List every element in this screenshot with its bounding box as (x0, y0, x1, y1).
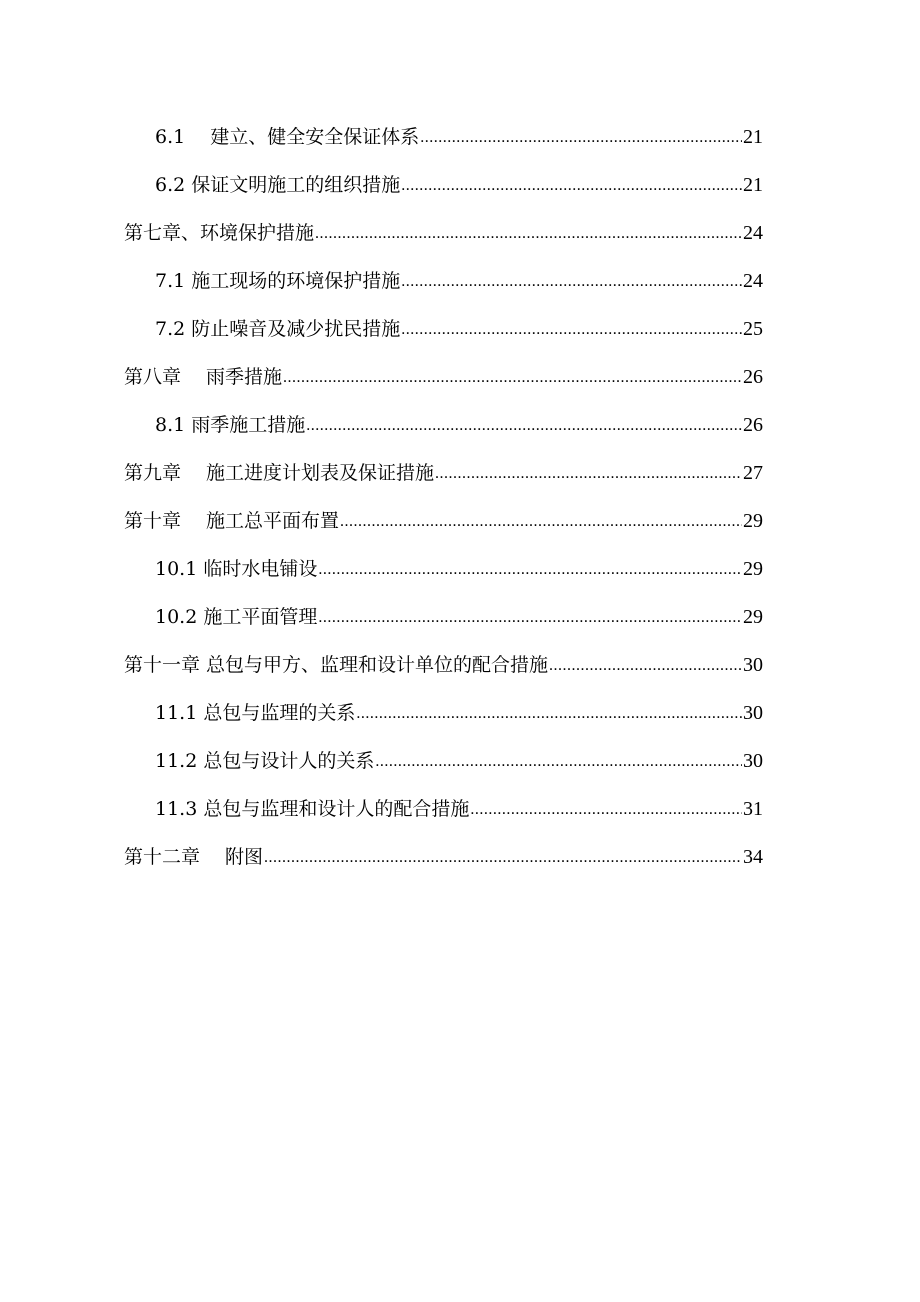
toc-entry-11-1[interactable] (155, 694, 763, 724)
toc-entry-page: 24 (743, 222, 763, 244)
toc-entry-11-2[interactable] (155, 742, 763, 772)
toc-entry-page: 30 (743, 654, 763, 676)
toc-entry-page: 26 (743, 366, 763, 388)
toc-leader-dots (401, 176, 742, 196)
toc-entry-page: 26 (743, 414, 763, 436)
toc-entry-page: 21 (743, 174, 763, 196)
toc-entry-page: 29 (743, 558, 763, 580)
toc-leader-dots (340, 512, 742, 532)
toc-leader-dots (420, 128, 742, 148)
toc-entry-title: 10.1 临时水电铺设 (155, 558, 318, 580)
toc-entry-7-2[interactable] (155, 310, 763, 340)
toc-entry-chapter-9[interactable] (124, 454, 763, 484)
toc-leader-dots (264, 848, 742, 868)
toc-entry-title: 第九章 施工进度计划表及保证措施 (124, 462, 435, 484)
toc-entry-title: 第八章 雨季措施 (124, 366, 283, 388)
toc-entry-chapter-7[interactable] (124, 214, 763, 244)
toc-leader-dots (315, 224, 742, 244)
toc-leader-dots (306, 416, 742, 436)
toc-leader-dots (401, 320, 742, 340)
toc-entry-page: 31 (743, 798, 763, 820)
toc-entry-chapter-11[interactable] (124, 646, 763, 676)
toc-leader-dots (401, 272, 742, 292)
toc-entry-page: 34 (743, 846, 763, 868)
toc-entry-page: 27 (743, 462, 763, 484)
toc-entry-chapter-8[interactable] (124, 358, 763, 388)
toc-leader-dots (318, 560, 742, 580)
toc-entry-page: 25 (743, 318, 763, 340)
toc-entry-title: 6.2 保证文明施工的组织措施 (155, 174, 401, 196)
toc-leader-dots (318, 608, 742, 628)
toc-entry-title: 第十一章 总包与甲方、监理和设计单位的配合措施 (124, 654, 549, 676)
toc-entry-page: 24 (743, 270, 763, 292)
toc-leader-dots (283, 368, 742, 388)
toc-entry-6-2[interactable] (155, 166, 763, 196)
toc-entry-10-1[interactable] (155, 550, 763, 580)
toc-entry-title: 11.3 总包与监理和设计人的配合措施 (155, 798, 470, 820)
toc-entry-title: 8.1 雨季施工措施 (155, 414, 306, 436)
toc-entry-page: 29 (743, 606, 763, 628)
toc-entry-10-2[interactable] (155, 598, 763, 628)
toc-entry-title: 11.1 总包与监理的关系 (155, 702, 356, 724)
toc-leader-dots (435, 464, 742, 484)
toc-entry-title: 第七章、环境保护措施 (124, 222, 315, 244)
toc-entry-7-1[interactable] (155, 262, 763, 292)
toc-entry-chapter-10[interactable] (124, 502, 763, 532)
toc-entry-page: 30 (743, 702, 763, 724)
toc-entry-11-3[interactable] (155, 790, 763, 820)
toc-entry-page: 21 (743, 126, 763, 148)
toc-entry-chapter-12[interactable] (124, 838, 763, 868)
toc-entry-page: 30 (743, 750, 763, 772)
toc-entry-title: 第十章 施工总平面布置 (124, 510, 340, 532)
toc-leader-dots (356, 704, 742, 724)
toc-entry-title: 7.2 防止噪音及减少扰民措施 (155, 318, 401, 340)
toc-leader-dots (375, 752, 742, 772)
toc-entry-title: 10.2 施工平面管理 (155, 606, 318, 628)
toc-entry-page: 29 (743, 510, 763, 532)
toc-entry-title: 11.2 总包与设计人的关系 (155, 750, 375, 772)
toc-entry-title: 7.1 施工现场的环境保护措施 (155, 270, 401, 292)
toc-entry-6-1[interactable] (155, 118, 763, 148)
toc-entry-8-1[interactable] (155, 406, 763, 436)
toc-leader-dots (470, 800, 742, 820)
toc-leader-dots (549, 656, 742, 676)
toc-entry-title: 第十二章 附图 (124, 846, 264, 868)
toc-entry-title: 6.1 建立、健全安全保证体系 (155, 126, 420, 148)
